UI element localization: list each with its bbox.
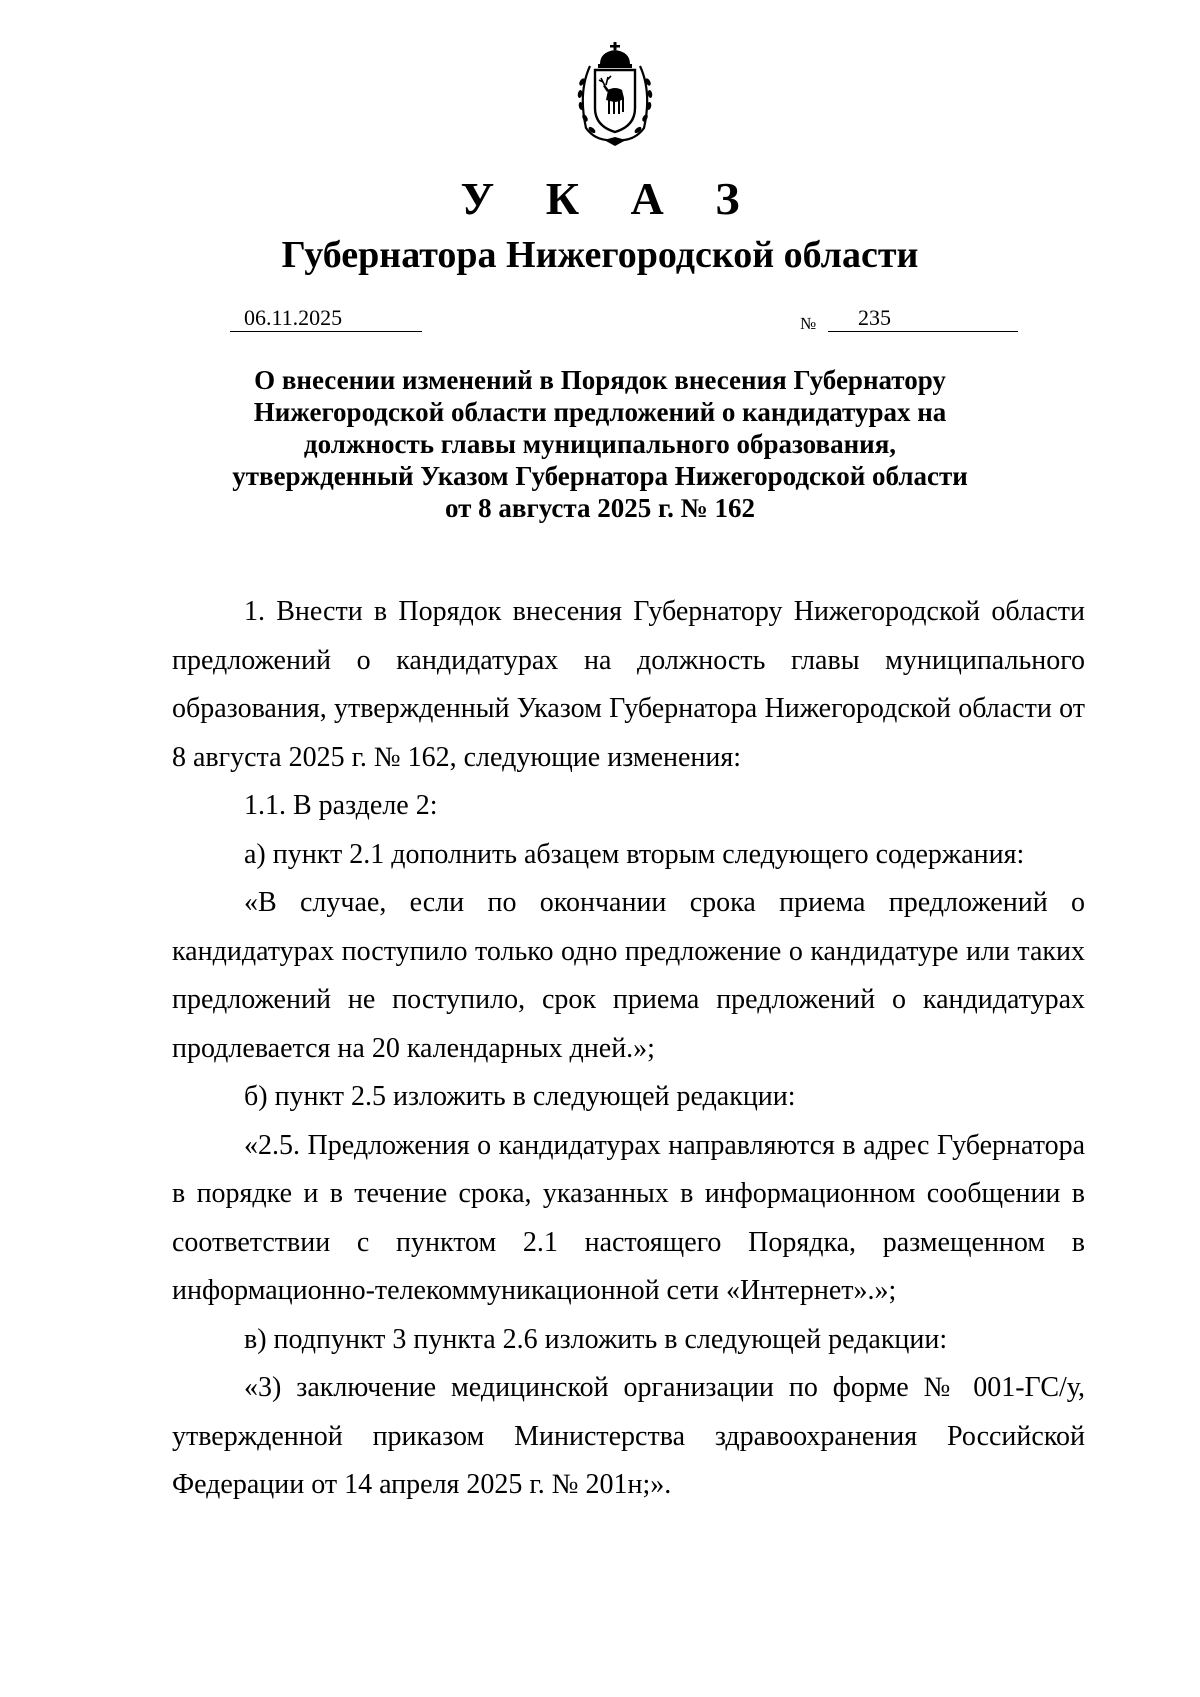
decree-heading: У К А З (460, 173, 760, 224)
title-line: О внесении изменений в Порядок внесения Губернатору (254, 365, 946, 395)
paragraph: в) подпункт 3 пункта 2.6 изложить в следующей редакции: (244, 1323, 948, 1355)
decree-date: 06.11.2025 (244, 305, 343, 330)
decree-issuer: Губернатора Нижегородской области (281, 234, 919, 276)
paragraph: а) пункт 2.1 дополнить абзацем вторым следующего содержания: (244, 838, 1025, 870)
paragraph: б) пункт 2.5 изложить в следующей редакции: (244, 1081, 796, 1112)
decree-number: 235 (858, 305, 891, 330)
decree-number-label: № (800, 314, 817, 333)
coat-of-arms-icon (570, 42, 660, 146)
title-line: должность главы муниципального образования, (303, 429, 897, 459)
paragraph: «3) заключение медицинской организации по форме № 001-ГС/у, утвержденной приказом Министерства здравоохранения Российской Федерации от 14 апреля 2025 г. № 201н;». (172, 1372, 1085, 1500)
title-line: Нижегородской области предложений о кандидатурах на (253, 397, 947, 427)
decree-title (200, 364, 1000, 524)
title-line: от 8 августа 2025 г. № 162 (444, 493, 756, 523)
paragraph: 1. Внести в Порядок внесения Губернатору Нижегородской области предложений о кандидатурах на должность главы муниципального образования, утвержденный Указом Губернатора Нижегородской области от 8 августа 2025 г. № 162, следующие изменения: (172, 596, 1085, 773)
paragraph: 1.1. В разделе 2: (244, 790, 438, 821)
decree-body (172, 588, 1085, 1510)
paragraph: «В случае, если по окончании срока приема предложений о кандидатурах поступило только одно предложение о кандидатуре или таких предложений не поступило, срок приема предложений о кандидатурах продлевается на 20 календарных дней.»; (172, 887, 1085, 1064)
decree-number-field (828, 305, 1018, 332)
decree-date-field (230, 305, 422, 332)
title-line: утвержденный Указом Губернатора Нижегородской области (232, 461, 968, 491)
paragraph: «2.5. Предложения о кандидатурах направляются в адрес Губернатора в порядке и в течение срока, указанных в информационном сообщении в соответствии с пунктом 2.1 настоящего Порядка, размещенном в информационно-телекоммуникационной сети «Интернет».»; (172, 1129, 1085, 1306)
